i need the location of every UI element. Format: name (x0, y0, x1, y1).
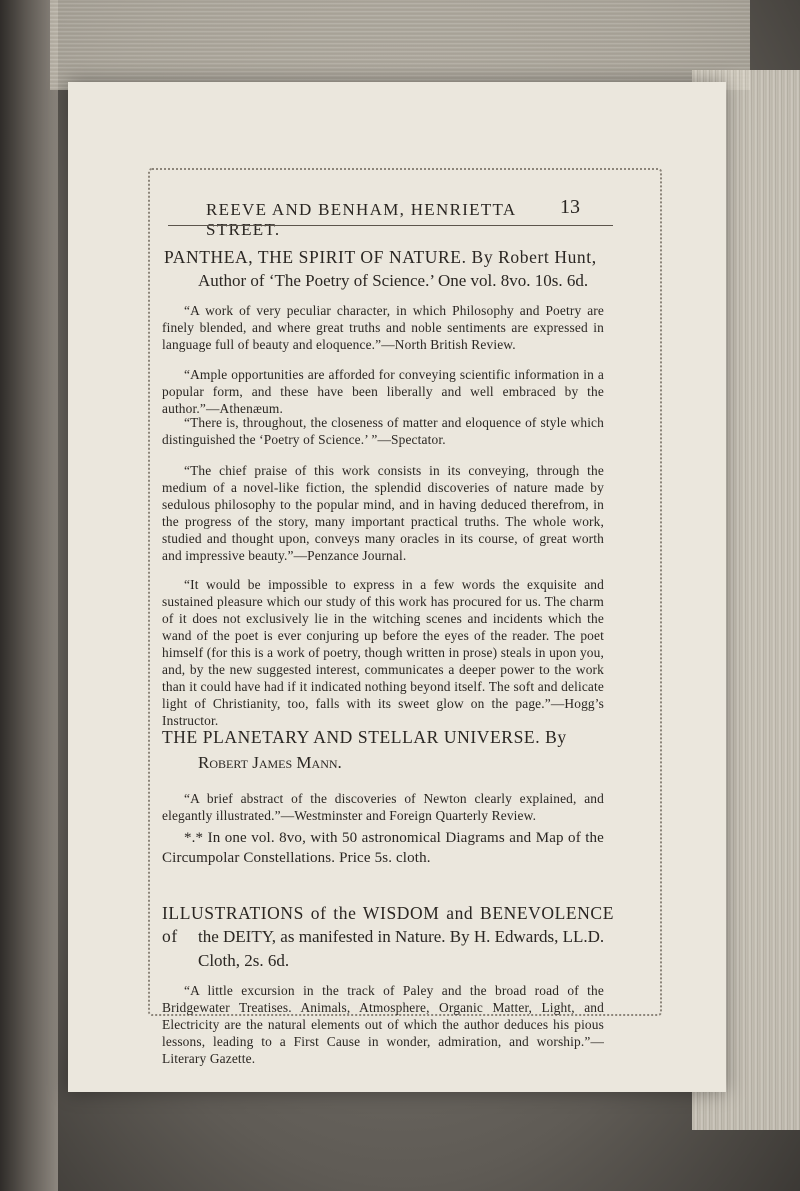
entry-subtitle-panthea: Author of ‘The Poetry of Science.’ One vol. 8vo. 10s. 6d. (198, 271, 589, 290)
quote-athenaeum: “Ample opportunities are afforded for conveying scientific information in a popular form, and these have been liberally and well embraced by the author.”—Athenæum. (162, 367, 604, 416)
entry-title-illustrations: ILLUSTRATIONS of the WISDOM and BENEVOLENCE of (162, 903, 614, 946)
entry-title-planetary-universe: THE PLANETARY AND STELLAR UNIVERSE. By (162, 727, 567, 747)
entry-price-illustrations: Cloth, 2s. 6d. (198, 951, 290, 970)
entry-subtitle-planetary-universe: Robert James Mann. (198, 753, 342, 772)
header-rule (168, 225, 613, 226)
quote-penzance-journal: “The chief praise of this work consists in its conveying, through the medium of a novel-like fiction, the splendid discoveries of nature made by sedulous philosophy to the popular mind, and in having deduced therefrom, in the progress of the story, many important practical truths. The whole work, studied and thought upon, conveys many oracles in its course, of great worth and impressive beauty.”—Penzance Journal. (162, 463, 604, 563)
quote-hoggs-instructor: “It would be impossible to express in a few words the exquisite and sustained pleasure which our study of this work has procured for us. The charm of it does not exclusively lie in the witching scenes and incidents which the wand of the poet is ever conjuring up before the eyes of the reader. The poet himself (for this is a work of poetry, though written in prose) steals in upon you, and, by the new suggested interest, communicates a deeper power to the work than it could have had if it indicated nothing beyond itself. The soft and delicate light of Christianity, too, falls with its sweet glow on the page.”—Hogg’s Instructor. (162, 577, 604, 728)
page-number: 13 (560, 196, 580, 218)
entry-subtitle-illustrations: the DEITY, as manifested in Nature. By H. Edwards, LL.D. (198, 927, 605, 946)
quote-spectator: “There is, throughout, the closeness of matter and eloquence of style which distinguished the ‘Poetry of Science.’ ”—Spectator. (162, 415, 604, 447)
quote-literary-gazette: “A little excursion in the track of Paley and the broad road of the Bridgewater Treatises. Animals, Atmosphere, Organic Matter, Light, and Electricity are the natural elements out of which the author deduces his pious lessons, leading to a First Cause in wonder, admiration, and worship.”—Literary Gazette. (162, 983, 604, 1066)
quote-north-british-review: “A work of very peculiar character, in which Philosophy and Poetry are finely blended, and where great truths and noble sentiments are expressed in language full of beauty and eloquence.”—North British Review. (162, 303, 604, 352)
running-head: REEVE AND BENHAM, HENRIETTA STREET. (206, 200, 516, 239)
page-edges-top (50, 0, 750, 90)
quote-westminster-review: “A brief abstract of the discoveries of Newton clearly explained, and elegantly illustrated.”—Westminster and Foreign Quarterly Review. (162, 791, 604, 823)
book-binding-edge (0, 0, 58, 1191)
entry-title-panthea: PANTHEA, THE SPIRIT OF NATURE. By Robert Hunt, (164, 247, 597, 267)
edition-note-planetary-universe: *.* In one vol. 8vo, with 50 astronomical Diagrams and Map of the Circumpolar Constellations. Price 5s. cloth. (162, 830, 604, 866)
